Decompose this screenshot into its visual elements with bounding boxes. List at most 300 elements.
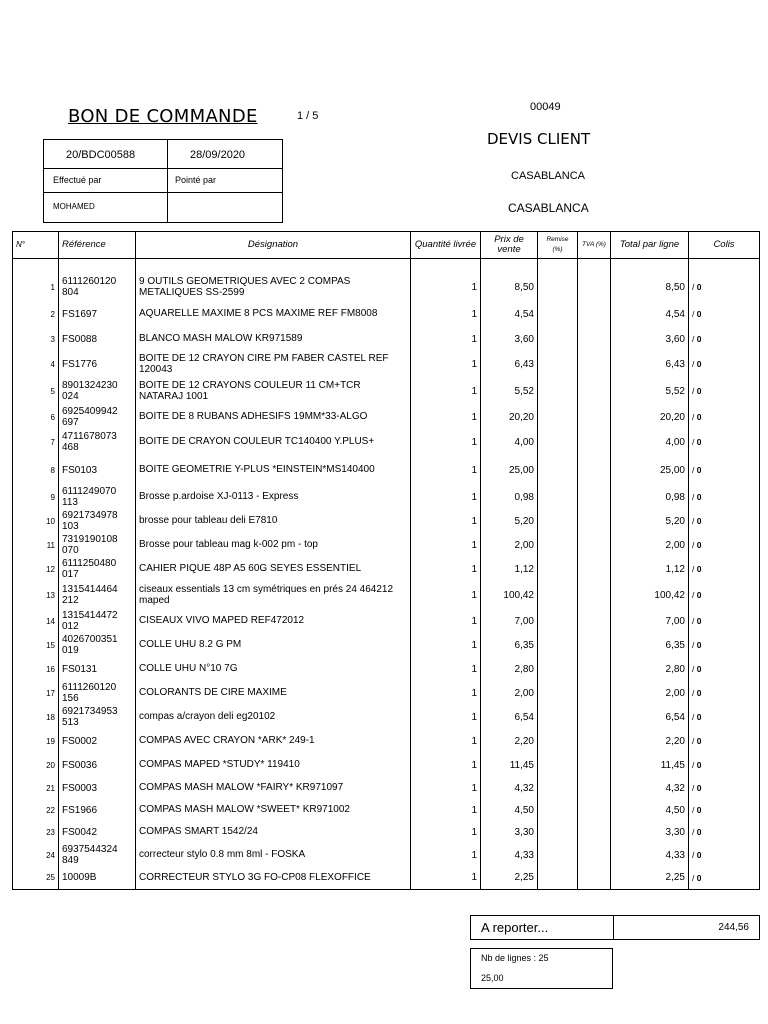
line-tva bbox=[578, 351, 611, 377]
line-tva bbox=[578, 273, 611, 301]
line-number: 6 bbox=[13, 405, 59, 429]
table-row bbox=[13, 377, 760, 405]
colis-value: 0 bbox=[696, 540, 702, 550]
line-reference: 10009B bbox=[59, 867, 136, 889]
colis-value: 0 bbox=[696, 516, 702, 526]
col-header-reference: Référence bbox=[59, 232, 136, 259]
line-reference: FS0042 bbox=[59, 821, 136, 843]
line-tva bbox=[578, 557, 611, 581]
line-tva bbox=[578, 533, 611, 557]
effectue-par-label: Effectué par bbox=[53, 175, 102, 185]
line-reference: 1315414464 212 bbox=[59, 581, 136, 609]
table-row bbox=[13, 429, 760, 455]
line-quantity: 1 bbox=[411, 485, 481, 509]
colis-value: 0 bbox=[696, 309, 702, 319]
table-row bbox=[13, 867, 760, 889]
line-reference: FS1966 bbox=[59, 799, 136, 821]
colis-value: 0 bbox=[696, 359, 702, 369]
line-price: 0,98 bbox=[481, 485, 538, 509]
line-total: 1,12 bbox=[611, 557, 689, 581]
table-row bbox=[13, 681, 760, 705]
line-price: 2,80 bbox=[481, 657, 538, 681]
line-quantity: 1 bbox=[411, 301, 481, 327]
line-colis: / 0 bbox=[689, 633, 760, 657]
line-price: 7,00 bbox=[481, 609, 538, 633]
line-reference: FS0036 bbox=[59, 753, 136, 777]
line-remise bbox=[538, 533, 578, 557]
colis-value: 0 bbox=[696, 805, 702, 815]
colis-value: 0 bbox=[696, 465, 702, 475]
line-number: 17 bbox=[13, 681, 59, 705]
line-remise bbox=[538, 867, 578, 889]
line-reference: FS0003 bbox=[59, 777, 136, 799]
line-quantity: 1 bbox=[411, 455, 481, 485]
line-reference: FS0088 bbox=[59, 327, 136, 351]
line-tva bbox=[578, 455, 611, 485]
line-number: 20 bbox=[13, 753, 59, 777]
line-colis: / 0 bbox=[689, 729, 760, 753]
line-price: 2,20 bbox=[481, 729, 538, 753]
line-tva bbox=[578, 777, 611, 799]
line-remise bbox=[538, 581, 578, 609]
line-remise bbox=[538, 301, 578, 327]
line-quantity: 1 bbox=[411, 799, 481, 821]
line-price: 100,42 bbox=[481, 581, 538, 609]
line-number: 22 bbox=[13, 799, 59, 821]
effectue-par-value: MOHAMED bbox=[53, 202, 95, 211]
line-reference: 6111260120 804 bbox=[59, 273, 136, 301]
line-reference: 6937544324 849 bbox=[59, 843, 136, 867]
line-total: 6,54 bbox=[611, 705, 689, 729]
spacer-row bbox=[13, 259, 760, 274]
table-row bbox=[13, 273, 760, 301]
line-price: 4,50 bbox=[481, 799, 538, 821]
line-quantity: 1 bbox=[411, 581, 481, 609]
line-number: 24 bbox=[13, 843, 59, 867]
line-total: 8,50 bbox=[611, 273, 689, 301]
line-total: 4,32 bbox=[611, 777, 689, 799]
line-number: 18 bbox=[13, 705, 59, 729]
line-colis: / 0 bbox=[689, 327, 760, 351]
line-colis: / 0 bbox=[689, 821, 760, 843]
line-quantity: 1 bbox=[411, 657, 481, 681]
line-designation: BLANCO MASH MALOW KR971589 bbox=[136, 327, 411, 351]
line-designation: BOITE GEOMETRIE Y-PLUS *EINSTEIN*MS140400 bbox=[136, 455, 411, 485]
line-price: 5,20 bbox=[481, 509, 538, 533]
line-reference: 6921734953 513 bbox=[59, 705, 136, 729]
line-price: 4,54 bbox=[481, 301, 538, 327]
table-row bbox=[13, 705, 760, 729]
page-title: BON DE COMMANDE bbox=[68, 106, 258, 127]
line-designation: compas a/crayon deli eg20102 bbox=[136, 705, 411, 729]
line-total: 11,45 bbox=[611, 753, 689, 777]
table-row bbox=[13, 351, 760, 377]
line-number: 23 bbox=[13, 821, 59, 843]
col-header-remise: Remise (%) bbox=[538, 232, 578, 259]
line-price: 3,30 bbox=[481, 821, 538, 843]
nb-lignes-label: Nb de lignes : 25 bbox=[481, 953, 549, 963]
line-reference: 7319190108 070 bbox=[59, 533, 136, 557]
line-remise bbox=[538, 327, 578, 351]
line-quantity: 1 bbox=[411, 609, 481, 633]
line-number: 5 bbox=[13, 377, 59, 405]
line-tva bbox=[578, 753, 611, 777]
line-designation: Brosse pour tableau mag k-002 pm - top bbox=[136, 533, 411, 557]
line-number: 25 bbox=[13, 867, 59, 889]
line-tva bbox=[578, 843, 611, 867]
line-designation: 9 OUTILS GEOMETRIQUES AVEC 2 COMPAS METALIQUES SS-2599 bbox=[136, 273, 411, 301]
line-colis: / 0 bbox=[689, 705, 760, 729]
order-lines-table bbox=[12, 231, 760, 890]
line-quantity: 1 bbox=[411, 273, 481, 301]
line-total: 7,00 bbox=[611, 609, 689, 633]
line-designation: BOITE DE 8 RUBANS ADHESIFS 19MM*33-ALGO bbox=[136, 405, 411, 429]
line-remise bbox=[538, 273, 578, 301]
table-row bbox=[13, 657, 760, 681]
line-quantity: 1 bbox=[411, 405, 481, 429]
col-header-designation: Désignation bbox=[136, 232, 411, 259]
line-total: 5,52 bbox=[611, 377, 689, 405]
line-quantity: 1 bbox=[411, 681, 481, 705]
line-number: 14 bbox=[13, 609, 59, 633]
line-reference: 1315414472 012 bbox=[59, 609, 136, 633]
line-price: 2,25 bbox=[481, 867, 538, 889]
line-remise bbox=[538, 377, 578, 405]
line-remise bbox=[538, 405, 578, 429]
line-total: 3,30 bbox=[611, 821, 689, 843]
line-remise bbox=[538, 705, 578, 729]
line-reference: 6921734978 103 bbox=[59, 509, 136, 533]
table-row bbox=[13, 327, 760, 351]
line-total: 6,35 bbox=[611, 633, 689, 657]
line-total: 2,80 bbox=[611, 657, 689, 681]
line-quantity: 1 bbox=[411, 867, 481, 889]
line-designation: ciseaux essentials 13 cm symétriques en prés 24 464212 maped bbox=[136, 581, 411, 609]
line-tva bbox=[578, 301, 611, 327]
line-number: 2 bbox=[13, 301, 59, 327]
line-reference: 6111249070 113 bbox=[59, 485, 136, 509]
table-row bbox=[13, 301, 760, 327]
line-price: 2,00 bbox=[481, 681, 538, 705]
signature-divider bbox=[43, 192, 283, 193]
table-row bbox=[13, 799, 760, 821]
line-colis: / 0 bbox=[689, 581, 760, 609]
line-total: 6,43 bbox=[611, 351, 689, 377]
line-remise bbox=[538, 509, 578, 533]
line-designation: COLORANTS DE CIRE MAXIME bbox=[136, 681, 411, 705]
table-row bbox=[13, 777, 760, 799]
line-colis: / 0 bbox=[689, 485, 760, 509]
line-total: 0,98 bbox=[611, 485, 689, 509]
line-colis: / 0 bbox=[689, 455, 760, 485]
line-quantity: 1 bbox=[411, 327, 481, 351]
line-colis: / 0 bbox=[689, 377, 760, 405]
line-quantity: 1 bbox=[411, 509, 481, 533]
colis-value: 0 bbox=[696, 640, 702, 650]
line-reference: FS1697 bbox=[59, 301, 136, 327]
line-remise bbox=[538, 609, 578, 633]
line-quantity: 1 bbox=[411, 633, 481, 657]
document-type: DEVIS CLIENT bbox=[487, 130, 591, 148]
line-remise bbox=[538, 681, 578, 705]
line-price: 3,60 bbox=[481, 327, 538, 351]
line-colis: / 0 bbox=[689, 777, 760, 799]
line-quantity: 1 bbox=[411, 351, 481, 377]
line-tva bbox=[578, 821, 611, 843]
line-designation: CISEAUX VIVO MAPED REF472012 bbox=[136, 609, 411, 633]
line-total: 5,20 bbox=[611, 509, 689, 533]
line-designation: COMPAS AVEC CRAYON *ARK* 249-1 bbox=[136, 729, 411, 753]
table-row bbox=[13, 533, 760, 557]
colis-value: 0 bbox=[696, 564, 702, 574]
line-designation: BOITE DE 12 CRAYON CIRE PM FABER CASTEL REF 120043 bbox=[136, 351, 411, 377]
line-total: 4,00 bbox=[611, 429, 689, 455]
line-tva bbox=[578, 485, 611, 509]
line-remise bbox=[538, 753, 578, 777]
line-tva bbox=[578, 327, 611, 351]
line-number: 19 bbox=[13, 729, 59, 753]
line-tva bbox=[578, 405, 611, 429]
line-total: 2,00 bbox=[611, 533, 689, 557]
colis-value: 0 bbox=[696, 664, 702, 674]
colis-value: 0 bbox=[696, 760, 702, 770]
line-remise bbox=[538, 485, 578, 509]
line-reference: 4026700351 019 bbox=[59, 633, 136, 657]
line-colis: / 0 bbox=[689, 429, 760, 455]
line-price: 4,33 bbox=[481, 843, 538, 867]
line-colis: / 0 bbox=[689, 301, 760, 327]
line-tva bbox=[578, 377, 611, 405]
nb-lignes-value: 25,00 bbox=[481, 973, 504, 983]
line-total: 2,25 bbox=[611, 867, 689, 889]
col-header-total: Total par ligne bbox=[611, 232, 689, 259]
line-designation: AQUARELLE MAXIME 8 PCS MAXIME REF FM8008 bbox=[136, 301, 411, 327]
line-quantity: 1 bbox=[411, 533, 481, 557]
line-colis: / 0 bbox=[689, 273, 760, 301]
line-designation: Brosse p.ardoise XJ-0113 - Express bbox=[136, 485, 411, 509]
line-number: 13 bbox=[13, 581, 59, 609]
colis-value: 0 bbox=[696, 783, 702, 793]
line-designation: CAHIER PIQUE 48P A5 60G SEYES ESSENTIEL bbox=[136, 557, 411, 581]
colis-value: 0 bbox=[696, 437, 702, 447]
line-total: 4,50 bbox=[611, 799, 689, 821]
line-total: 25,00 bbox=[611, 455, 689, 485]
line-quantity: 1 bbox=[411, 729, 481, 753]
line-reference: FS0103 bbox=[59, 455, 136, 485]
line-quantity: 1 bbox=[411, 377, 481, 405]
table-row bbox=[13, 609, 760, 633]
line-tva bbox=[578, 509, 611, 533]
line-number: 8 bbox=[13, 455, 59, 485]
order-reference: 20/BDC00588 bbox=[66, 149, 136, 161]
colis-value: 0 bbox=[696, 412, 702, 422]
line-tva bbox=[578, 657, 611, 681]
line-reference: 6111260120 156 bbox=[59, 681, 136, 705]
line-price: 8,50 bbox=[481, 273, 538, 301]
table-row bbox=[13, 455, 760, 485]
nb-lignes-box bbox=[470, 948, 613, 989]
line-number: 15 bbox=[13, 633, 59, 657]
table-row bbox=[13, 405, 760, 429]
line-price: 2,00 bbox=[481, 533, 538, 557]
line-total: 4,54 bbox=[611, 301, 689, 327]
table-row bbox=[13, 509, 760, 533]
line-designation: BOITE DE 12 CRAYONS COULEUR 11 CM+TCR NATARAJ 1001 bbox=[136, 377, 411, 405]
city-line-1: CASABLANCA bbox=[511, 170, 585, 182]
colis-value: 0 bbox=[696, 736, 702, 746]
line-colis: / 0 bbox=[689, 509, 760, 533]
line-colis: / 0 bbox=[689, 657, 760, 681]
line-remise bbox=[538, 657, 578, 681]
line-designation: correcteur stylo 0.8 mm 8ml - FOSKA bbox=[136, 843, 411, 867]
table-header-row bbox=[13, 232, 760, 259]
line-tva bbox=[578, 581, 611, 609]
line-price: 4,32 bbox=[481, 777, 538, 799]
line-tva bbox=[578, 609, 611, 633]
line-colis: / 0 bbox=[689, 351, 760, 377]
line-remise bbox=[538, 633, 578, 657]
colis-value: 0 bbox=[696, 334, 702, 344]
line-tva bbox=[578, 799, 611, 821]
line-designation: COMPAS SMART 1542/24 bbox=[136, 821, 411, 843]
line-designation: COMPAS MASH MALOW *FAIRY* KR971097 bbox=[136, 777, 411, 799]
line-remise bbox=[538, 821, 578, 843]
line-reference: FS1776 bbox=[59, 351, 136, 377]
line-quantity: 1 bbox=[411, 705, 481, 729]
line-quantity: 1 bbox=[411, 753, 481, 777]
line-colis: / 0 bbox=[689, 557, 760, 581]
line-total: 2,00 bbox=[611, 681, 689, 705]
line-number: 9 bbox=[13, 485, 59, 509]
pointe-par-label: Pointé par bbox=[175, 175, 217, 185]
line-reference: 6925409942 697 bbox=[59, 405, 136, 429]
table-row bbox=[13, 821, 760, 843]
line-number: 1 bbox=[13, 273, 59, 301]
line-designation: brosse pour tableau deli E7810 bbox=[136, 509, 411, 533]
line-tva bbox=[578, 633, 611, 657]
line-price: 6,35 bbox=[481, 633, 538, 657]
line-reference: 4711678073 468 bbox=[59, 429, 136, 455]
line-designation: COMPAS MASH MALOW *SWEET* KR971002 bbox=[136, 799, 411, 821]
line-tva bbox=[578, 705, 611, 729]
table-row bbox=[13, 729, 760, 753]
line-remise bbox=[538, 429, 578, 455]
line-colis: / 0 bbox=[689, 799, 760, 821]
line-designation: COLLE UHU 8.2 G PM bbox=[136, 633, 411, 657]
line-remise bbox=[538, 777, 578, 799]
order-date: 28/09/2020 bbox=[190, 149, 246, 161]
line-quantity: 1 bbox=[411, 557, 481, 581]
line-reference: FS0131 bbox=[59, 657, 136, 681]
line-price: 25,00 bbox=[481, 455, 538, 485]
table-row bbox=[13, 753, 760, 777]
table-row bbox=[13, 843, 760, 867]
line-tva bbox=[578, 867, 611, 889]
line-number: 3 bbox=[13, 327, 59, 351]
document-number: 00049 bbox=[530, 101, 561, 113]
line-designation: BOITE DE CRAYON COULEUR TC140400 Y.PLUS+ bbox=[136, 429, 411, 455]
a-reporter-label: A reporter... bbox=[481, 920, 549, 935]
line-remise bbox=[538, 799, 578, 821]
colis-value: 0 bbox=[696, 712, 702, 722]
line-price: 5,52 bbox=[481, 377, 538, 405]
line-colis: / 0 bbox=[689, 609, 760, 633]
colis-value: 0 bbox=[696, 827, 702, 837]
line-remise bbox=[538, 729, 578, 753]
colis-value: 0 bbox=[696, 282, 702, 292]
line-quantity: 1 bbox=[411, 429, 481, 455]
table-row bbox=[13, 633, 760, 657]
line-colis: / 0 bbox=[689, 533, 760, 557]
line-total: 4,33 bbox=[611, 843, 689, 867]
line-number: 4 bbox=[13, 351, 59, 377]
colis-value: 0 bbox=[696, 850, 702, 860]
table-row bbox=[13, 581, 760, 609]
colis-value: 0 bbox=[696, 492, 702, 502]
line-colis: / 0 bbox=[689, 405, 760, 429]
line-number: 11 bbox=[13, 533, 59, 557]
line-price: 20,20 bbox=[481, 405, 538, 429]
line-reference: FS0002 bbox=[59, 729, 136, 753]
line-price: 6,43 bbox=[481, 351, 538, 377]
colis-value: 0 bbox=[696, 872, 702, 883]
table-row bbox=[13, 485, 760, 509]
line-number: 16 bbox=[13, 657, 59, 681]
line-designation: COMPAS MAPED *STUDY* 119410 bbox=[136, 753, 411, 777]
line-reference: 6111250480 017 bbox=[59, 557, 136, 581]
line-number: 12 bbox=[13, 557, 59, 581]
line-total: 100,42 bbox=[611, 581, 689, 609]
line-price: 1,12 bbox=[481, 557, 538, 581]
line-quantity: 1 bbox=[411, 777, 481, 799]
line-quantity: 1 bbox=[411, 843, 481, 867]
line-tva bbox=[578, 429, 611, 455]
line-remise bbox=[538, 843, 578, 867]
line-remise bbox=[538, 455, 578, 485]
a-reporter-value: 244,56 bbox=[718, 922, 749, 933]
line-remise bbox=[538, 351, 578, 377]
table-row bbox=[13, 557, 760, 581]
city-line-2: CASABLANCA bbox=[508, 201, 589, 215]
line-colis: / 0 bbox=[689, 843, 760, 867]
line-colis: / 0 bbox=[689, 867, 760, 889]
line-number: 7 bbox=[13, 429, 59, 455]
line-colis: / 0 bbox=[689, 753, 760, 777]
line-price: 11,45 bbox=[481, 753, 538, 777]
line-designation: CORRECTEUR STYLO 3G FO-CP08 FLEXOFFICE bbox=[136, 867, 411, 889]
page-number: 1 / 5 bbox=[297, 110, 319, 122]
line-remise bbox=[538, 557, 578, 581]
line-number: 10 bbox=[13, 509, 59, 533]
colis-value: 0 bbox=[696, 616, 702, 626]
col-header-quantity: Quantité livrée bbox=[411, 232, 481, 259]
line-price: 6,54 bbox=[481, 705, 538, 729]
line-total: 3,60 bbox=[611, 327, 689, 351]
line-total: 20,20 bbox=[611, 405, 689, 429]
line-colis: / 0 bbox=[689, 681, 760, 705]
line-reference: 8901324230 024 bbox=[59, 377, 136, 405]
col-header-n: N° bbox=[13, 232, 59, 259]
colis-value: 0 bbox=[696, 590, 702, 600]
colis-value: 0 bbox=[696, 688, 702, 698]
line-tva bbox=[578, 729, 611, 753]
a-reporter-box bbox=[470, 915, 760, 940]
line-total: 2,20 bbox=[611, 729, 689, 753]
colis-value: 0 bbox=[696, 386, 702, 396]
col-header-colis: Colis bbox=[689, 232, 760, 259]
col-header-price: Prix de vente bbox=[481, 232, 538, 259]
line-quantity: 1 bbox=[411, 821, 481, 843]
